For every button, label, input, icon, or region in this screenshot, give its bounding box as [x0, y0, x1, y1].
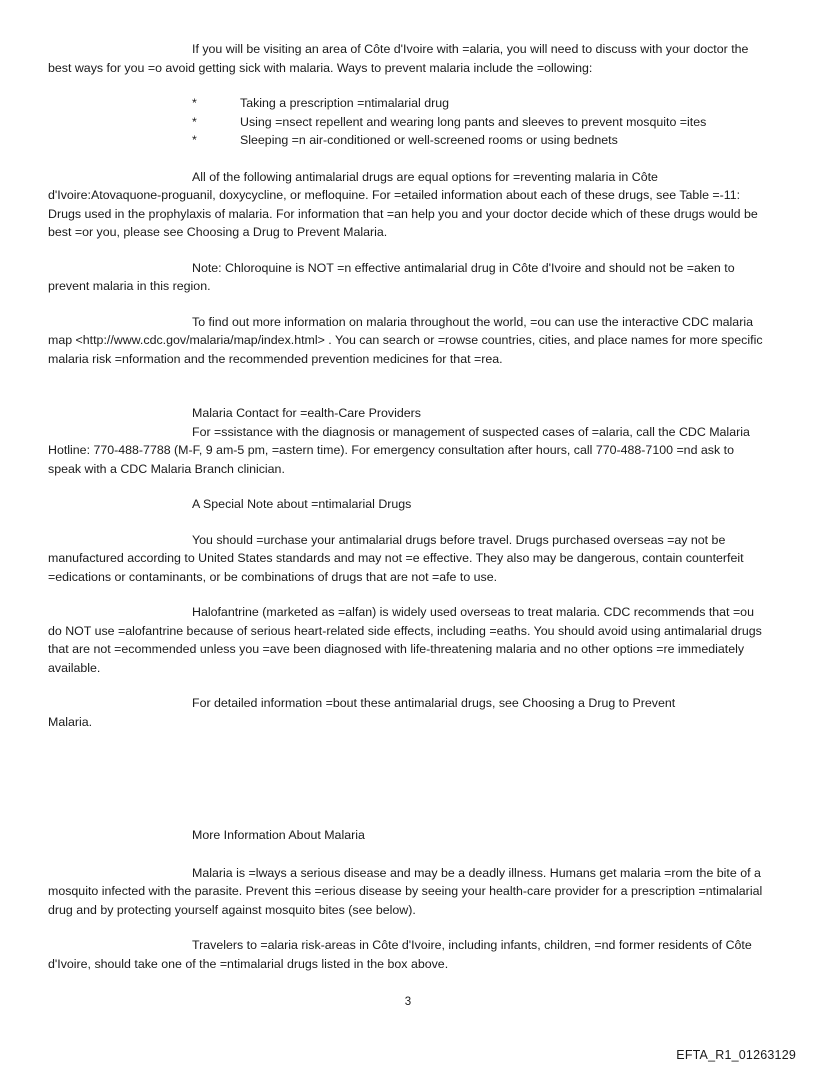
list-item: * Using =nsect repellent and wearing long pants and sleeves to prevent mosquito =ites	[192, 113, 770, 132]
list-item: * Taking a prescription =ntimalarial drug	[192, 94, 770, 113]
paragraph-travelers: Travelers to =alaria risk-areas in Côte d'Ivoire, including infants, children, =nd former residents of Côte d'Ivoire, should take one of the =ntimalarial drugs listed in the box above.	[48, 938, 752, 971]
bates-number: EFTA_R1_01263129	[676, 1048, 796, 1062]
paragraph-note: Note: Chloroquine is NOT =n effective antimalarial drug in Côte d'Ivoire and should not be =aken to prevent malaria in this region.	[48, 260, 735, 293]
paragraph-drugs: All of the following antimalarial drugs are equal options for =reventing malaria in Côte d'Ivoire:Atovaquone-proguanil, doxycycline, or mefloquine. For =etailed information about each of these drugs, see Table =-11: Drugs used in the prophylaxis of malaria. For information that =an help you and your doctor decide which of these drugs would be best =or you, please see Choosing a Drug to Prevent Malaria.	[48, 169, 758, 239]
bullet-marker: *	[192, 133, 197, 147]
bullet-marker: *	[192, 96, 197, 110]
heading-more-info: More Information About Malaria	[192, 828, 365, 842]
prevention-list	[48, 94, 770, 150]
page-number: 3	[404, 996, 412, 1008]
paragraph-contact: For =ssistance with the diagnosis or management of suspected cases of =alaria, call the CDC Malaria Hotline: 770-488-7788 (M-F, 9 am-5 pm, =astern time). For emergency consultation after hours, call 770-488-7100 =nd ask to speak with a CDC Malaria Branch clinician.	[48, 424, 750, 476]
heading-special-note: A Special Note about =ntimalarial Drugs	[192, 497, 412, 511]
bullet-marker: *	[192, 114, 197, 129]
list-item: * Sleeping =n air-conditioned or well-screened rooms or using bednets	[192, 131, 770, 150]
paragraph-detailed: For detailed information =bout these antimalarial drugs, see Choosing a Drug to Prevent Malaria.	[48, 696, 676, 729]
paragraph-halofantrine: Halofantrine (marketed as =alfan) is widely used overseas to treat malaria. CDC recommends that =ou do NOT use =alofantrine because of serious heart-related side effects, including =eaths. You should avoid using antimalarial drugs that are not =ecommended unless you =ave been diagnosed with life-threatening malaria and no other options =re immediately available.	[48, 605, 762, 675]
paragraph-purchase: You should =urchase your antimalarial drugs before travel. Drugs purchased overseas =ay not be manufactured according to United States standards and may not =e effective. They also may be dangerous, contain counterfeit =edications or contaminants, or be combinations of drugs that are not =afe to use.	[48, 532, 744, 584]
paragraph-intro: If you will be visiting an area of Côte d'Ivoire with =alaria, you will need to discuss with your doctor the best ways for you =o avoid getting sick with malaria. Ways to prevent malaria include the =ollowing:	[48, 42, 749, 75]
heading-contact: Malaria Contact for =ealth-Care Providers	[192, 406, 421, 420]
paragraph-map: To find out more information on malaria throughout the world, =ou can use the interactive CDC malaria map <http://www.cdc.gov/malaria/map/index.html> . You can search or =rowse countries, cities, and place names for more specific malaria risk =nformation and the recommended prevention medicines for that =rea.	[48, 314, 763, 366]
paragraph-serious: Malaria is =lways a serious disease and may be a deadly illness. Humans get malaria =rom the bite of a mosquito infected with the parasite. Prevent this =erious disease by seeing your health-care provider for a prescription =ntimalarial drug and by protecting yourself against mosquito bites (see below).	[48, 865, 763, 917]
document-body	[48, 40, 770, 990]
